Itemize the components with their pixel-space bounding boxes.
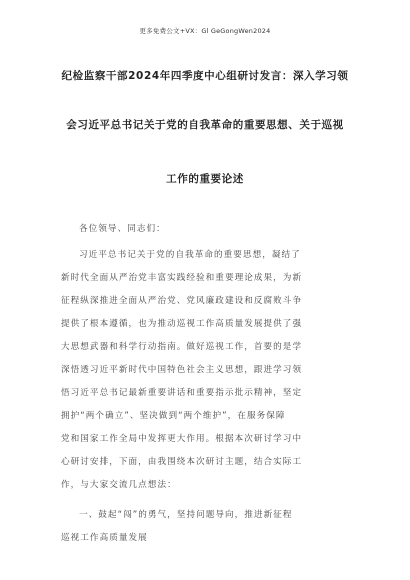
paragraph-line: 征程纵深推进全面从严治党、党风廉政建设和反腐败斗争 xyxy=(61,296,303,306)
paragraph-line: 悟习近平总书记最新重要讲话和重要指示批示精神，坚定 xyxy=(61,388,303,398)
title-line-1: 纪检监察干部2024年四季度中心组研讨发言：深入学习领 xyxy=(61,70,349,82)
paragraph-line: 习近平总书记关于党的自我革命的重要思想，凝结了 xyxy=(79,250,301,260)
paragraph-line: 党和国家工作全局中发挥更大作用。根据本次研讨学习中 xyxy=(61,434,303,444)
paragraph-line: 深悟透习近平新时代中国特色社会主义思想，跟进学习领 xyxy=(61,365,303,375)
paragraph-line: 提供了根本遵循，也为推动巡视工作高质量发展提供了强 xyxy=(61,319,303,329)
salutation: 各位领导、同志们： xyxy=(79,224,166,234)
paragraph-line: 新时代全面从严治党丰富实践经验和重要理论成果，为新 xyxy=(61,273,303,283)
paragraph-line: 拥护“两个确立”、坚决做到“两个维护”，在服务保障 xyxy=(61,411,286,421)
paragraph-line: 大思想武器和科学行动指南。做好巡视工作，首要的是学 xyxy=(61,342,303,352)
paragraph-line: 心研讨安排，下面，由我围绕本次研讨主题，结合实际工 xyxy=(61,457,303,467)
title-line-2: 会习近平总书记关于党的自我革命的重要思想、关于巡视 xyxy=(66,119,344,131)
section-heading-1: 一、鼓起“闯”的勇气，坚持问题导向，推进新征程 xyxy=(79,510,293,520)
title-line-3: 工作的重要论述 xyxy=(166,173,244,185)
paragraph-line: 作，与大家交流几点想法： xyxy=(61,480,177,490)
header-note: 更多免费公文+VX：Gl GeGongWen2024 xyxy=(139,27,271,35)
section-heading-1-continued: 巡视工作高质量发展 xyxy=(61,533,148,543)
